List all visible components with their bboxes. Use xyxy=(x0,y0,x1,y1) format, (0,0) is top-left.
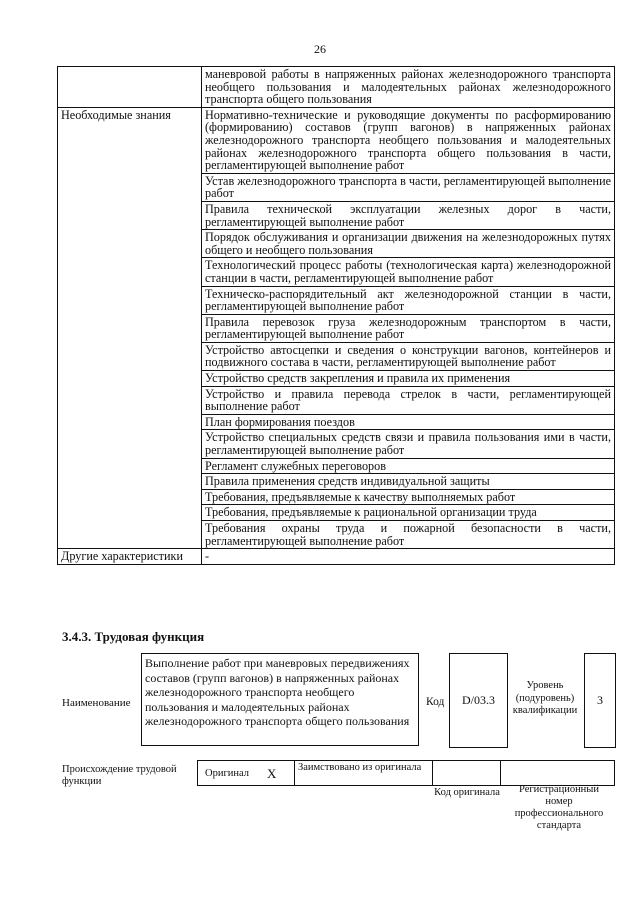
code-value: D/03.3 xyxy=(462,693,495,707)
knowledge-item: Правила применения средств индивидуальной защиты xyxy=(202,474,615,490)
knowledge-item: Устройство и правила перевода стрелок в части, регламентирующей выполнение работ xyxy=(202,386,615,414)
knowledge-item: Требования охраны труда и пожарной безопасности в части, регламентирующей выполнение работ xyxy=(202,521,615,549)
other-label: Другие характеристики xyxy=(58,549,202,565)
table-row xyxy=(58,107,615,173)
knowledge-item: Устройство средств закрепления и правила их применения xyxy=(202,371,615,387)
level-label: Уровень (подуровень) квалификации xyxy=(512,680,578,716)
table-row xyxy=(58,549,615,565)
knowledge-item: Порядок обслуживания и организации движения на железнодорожных путях общего и необщего пользования xyxy=(202,230,615,258)
origin-table xyxy=(197,760,615,786)
code-value-box xyxy=(449,653,508,748)
knowledge-label: Необходимые знания xyxy=(58,107,202,548)
code-original-label: Код оригинала xyxy=(434,787,500,798)
knowledge-item: Требования, предъявляемые к качеству выполняемых работ xyxy=(202,489,615,505)
level-value-box xyxy=(584,653,616,748)
knowledge-item: Правила технической эксплуатации железных дорог в части, регламентирующей выполнение работ xyxy=(202,201,615,229)
level-value: 3 xyxy=(597,693,603,707)
requirements-table xyxy=(57,66,615,565)
table-cell-empty xyxy=(58,67,202,108)
knowledge-item: Требования, предъявляемые к рациональной организации труда xyxy=(202,505,615,521)
continued-text: маневровой работы в напряженных районах железнодорожного транспорта необщего пользования и малодеятельных районах железнодорожного транспорта общего пользования xyxy=(202,67,615,108)
reg-number-label: Регистрационный номер профессионального стандарта xyxy=(514,784,604,831)
name-label: Наименование xyxy=(62,697,131,709)
knowledge-item: Технологический процесс работы (технологическая карта) железнодорожной станции в части, регламентирующей выполнение работ xyxy=(202,258,615,286)
table-row xyxy=(58,67,615,108)
knowledge-item: Правила перевозок груза железнодорожным транспортом в части, регламентирующей выполнение работ xyxy=(202,314,615,342)
knowledge-item: Устройство автосцепки и сведения о конструкции вагонов, контейнеров и подвижного состава в части, регламентирующей выполнение работ xyxy=(202,342,615,370)
knowledge-item: Нормативно-технические и руководящие документы по расформированию (формированию) составов (групп вагонов) в напряженных районах железнодорожного транспорта необщего пользования и малодеятельных районах железнодорожного транспорта общего пользования в части, регламентирующей выполнение работ xyxy=(202,107,615,173)
reg-number-cell xyxy=(501,761,614,785)
knowledge-item: Устройство специальных средств связи и правила пользования ими в части, регламентирующей выполнение работ xyxy=(202,430,615,458)
code-label: Код xyxy=(426,696,445,708)
section-title: 3.4.3. Трудовая функция xyxy=(62,629,205,644)
knowledge-item: План формирования поездов xyxy=(202,414,615,430)
original-label: Оригинал xyxy=(205,767,249,779)
knowledge-item: Регламент служебных переговоров xyxy=(202,458,615,474)
knowledge-item: Устав железнодорожного транспорта в части, регламентирующей выполнение работ xyxy=(202,173,615,201)
other-value: - xyxy=(202,549,615,565)
origin-label: Происхождение трудовой функции xyxy=(62,764,177,787)
code-original-cell xyxy=(433,761,501,785)
original-mark: X xyxy=(267,765,277,781)
page-number: 26 xyxy=(314,42,326,56)
borrowed-label: Заимствовано из оригинала xyxy=(295,761,433,785)
function-name-box: Выполнение работ при маневровых передвижениях составов (групп вагонов) в напряженных районах железнодорожного транспорта необщего пользования и малодеятельных районах железнодорожного транспорта общего пользования xyxy=(141,653,419,746)
knowledge-item: Техническо-распорядительный акт железнодорожной станции в части, регламентирующей выполнение работ xyxy=(202,286,615,314)
